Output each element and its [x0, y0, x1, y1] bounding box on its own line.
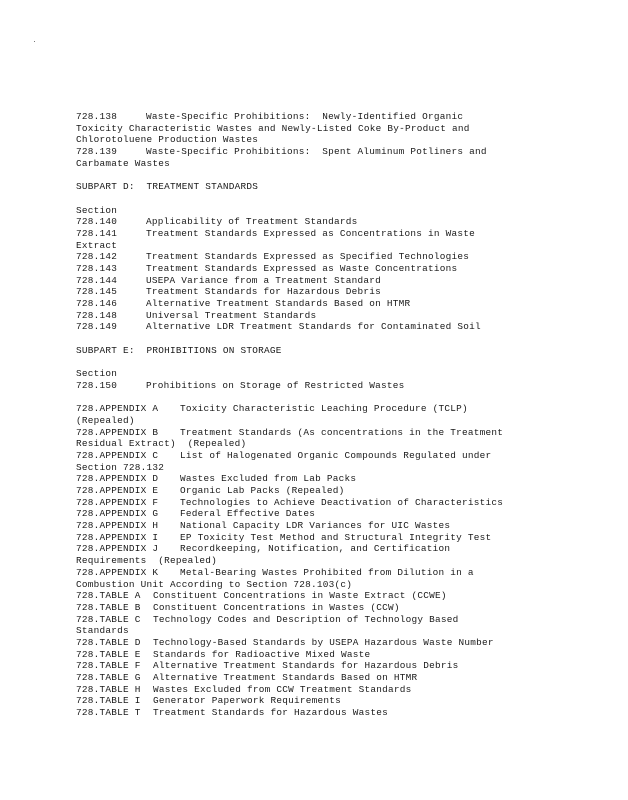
section-entry	[76, 263, 546, 275]
appendix-entry-number: 728.APPENDIX J	[76, 543, 159, 555]
appendix-entry	[76, 520, 546, 532]
table-entry-title: Standards for Radioactive Mixed Waste	[153, 648, 371, 660]
appendix-entry-title-continuation: Residual Extract) (Repealed)	[76, 438, 247, 450]
appendix-entry-title-continuation: (Repealed)	[76, 414, 135, 426]
section-title: Waste-Specific Prohibitions: Spent Aluminum Potliners and	[146, 146, 487, 158]
table-entry-title: Alternative Treatment Standards Based on HTMR	[153, 672, 418, 683]
section-title: Treatment Standards Expressed as Specified Technologies	[146, 251, 470, 263]
table-entry-number: 728.TABLE G	[76, 672, 141, 683]
appendix-entry-number: 728.APPENDIX I	[76, 531, 159, 543]
section-title: Treatment Standards Expressed as Concentrations in Waste	[146, 227, 476, 239]
section-number: 728.140	[76, 216, 118, 228]
section-title-continuation: Extract	[76, 239, 118, 251]
appendix-entry	[76, 427, 546, 439]
appendix-entry-title: Recordkeeping, Notification, and Certification	[180, 543, 451, 555]
table-entry-title: Technology Codes and Description of Technology Based	[153, 613, 459, 625]
table-entry-title: Alternative Treatment Standards for Hazardous Debris	[153, 660, 459, 672]
section-number: 728.142	[76, 251, 118, 263]
appendix-entry-title: Treatment Standards (As concentrations in the Treatment	[180, 426, 504, 438]
section-entry	[76, 380, 546, 392]
appendix-entry-number: 728.APPENDIX H	[76, 520, 159, 532]
appendix-entry-title: Metal-Bearing Wastes Prohibited from Dilution in a	[180, 566, 474, 578]
section-entry	[76, 298, 546, 310]
appendix-entry-number: 728.APPENDIX F	[76, 496, 159, 508]
section-number: 728.149	[76, 321, 118, 333]
appendix-entry-number: 728.APPENDIX G	[76, 508, 159, 520]
section-title: Alternative Treatment Standards Based on HTMR	[146, 298, 411, 309]
section-title: USEPA Variance from a Treatment Standard	[146, 274, 382, 286]
table-entry	[76, 660, 546, 672]
appendix-entry	[76, 543, 546, 555]
document-page	[76, 111, 546, 719]
section-label: Section	[76, 204, 118, 216]
appendix-entry	[76, 450, 546, 462]
table-list	[76, 590, 546, 719]
section-number: 728.144	[76, 274, 118, 286]
appendix-entry-number: 728.APPENDIX C	[76, 449, 159, 461]
table-entry	[76, 649, 546, 661]
scan-speck	[34, 41, 35, 42]
section-title: Universal Treatment Standards	[146, 309, 317, 321]
table-entry-title: Technology-Based Standards by USEPA Hazardous Waste Number	[153, 636, 494, 648]
section-title-continuation: Toxicity Characteristic Wastes and Newly-Listed Coke By-Product and	[76, 122, 470, 134]
appendix-entry-title: Technologies to Achieve Deactivation of Characteristics	[180, 496, 504, 508]
appendix-entry-title-continuation: Requirements (Repealed)	[76, 555, 218, 567]
appendix-entry-number: 728.APPENDIX K	[76, 566, 159, 578]
subpart-d-heading: SUBPART D: TREATMENT STANDARDS	[76, 181, 259, 193]
appendix-entry-title: Organic Lab Packs (Repealed)	[180, 485, 345, 496]
section-number: 728.143	[76, 262, 118, 274]
table-entry	[76, 614, 546, 626]
appendix-entry	[76, 508, 546, 520]
table-entry	[76, 695, 546, 707]
appendix-entry-title-continuation: Section 728.132	[76, 461, 165, 473]
appendix-entry	[76, 532, 546, 544]
table-entry-title: Wastes Excluded from CCW Treatment Standards	[153, 683, 412, 695]
section-entry	[76, 111, 546, 123]
appendix-entry-title: List of Halogenated Organic Compounds Regulated under	[180, 449, 492, 461]
appendix-entry-title: National Capacity LDR Variances for UIC Wastes	[180, 520, 451, 532]
table-entry-title: Constituent Concentrations in Wastes (CCW)	[153, 601, 400, 613]
section-title-continuation: Chlorotoluene Production Wastes	[76, 134, 259, 146]
appendix-list	[76, 403, 546, 590]
section-number: 728.150	[76, 379, 118, 391]
section-number: 728.145	[76, 286, 118, 298]
section-number: 728.148	[76, 309, 118, 321]
table-entry	[76, 672, 546, 684]
table-entry-number: 728.TABLE T	[76, 707, 141, 719]
table-entry	[76, 602, 546, 614]
table-entry	[76, 707, 546, 719]
appendix-entry	[76, 497, 546, 509]
appendix-entry	[76, 403, 546, 415]
section-entry	[76, 321, 546, 333]
section-entry	[76, 251, 546, 263]
section-entry	[76, 228, 546, 240]
section-title: Waste-Specific Prohibitions: Newly-Identified Organic	[146, 111, 464, 122]
table-entry-number: 728.TABLE H	[76, 683, 141, 695]
appendix-entry	[76, 567, 546, 579]
table-entry-title: Treatment Standards for Hazardous Wastes	[153, 707, 389, 719]
section-title: Applicability of Treatment Standards	[146, 216, 358, 228]
section-entry	[76, 216, 546, 228]
appendix-entry-title: Wastes Excluded from Lab Packs	[180, 473, 357, 485]
section-entry	[76, 146, 546, 158]
table-entry	[76, 637, 546, 649]
subpart-e-heading: SUBPART E: PROHIBITIONS ON STORAGE	[76, 344, 282, 356]
appendix-entry-title: Federal Effective Dates	[180, 508, 316, 520]
appendix-entry-title-continuation: Combustion Unit According to Section 728.103(c)	[76, 578, 353, 590]
appendix-entry-title: EP Toxicity Test Method and Structural Integrity Test	[180, 531, 492, 543]
appendix-entry-number: 728.APPENDIX D	[76, 473, 159, 485]
section-title: Prohibitions on Storage of Restricted Wastes	[146, 379, 405, 391]
appendix-entry	[76, 473, 546, 485]
table-entry-number: 728.TABLE D	[76, 636, 141, 648]
section-number: 728.141	[76, 227, 118, 239]
section-number: 728.139	[76, 146, 118, 158]
appendix-entry-title: Toxicity Characteristic Leaching Procedure (TCLP)	[180, 403, 468, 415]
table-entry-title: Constituent Concentrations in Waste Extract (CCWE)	[153, 590, 447, 602]
section-entry	[76, 310, 546, 322]
section-entry	[76, 286, 546, 298]
section-title-continuation: Carbamate Wastes	[76, 157, 171, 169]
section-title: Treatment Standards for Hazardous Debris	[146, 286, 382, 298]
section-number: 728.146	[76, 298, 118, 309]
table-entry-title: Generator Paperwork Requirements	[153, 695, 342, 707]
table-entry-number: 728.TABLE F	[76, 660, 141, 672]
table-entry-title-continuation: Standards	[76, 625, 129, 637]
table-entry-number: 728.TABLE C	[76, 613, 141, 625]
table-entry-number: 728.TABLE A	[76, 590, 141, 602]
appendix-entry	[76, 485, 546, 497]
appendix-entry-number: 728.APPENDIX A	[76, 403, 159, 415]
table-entry	[76, 590, 546, 602]
section-title: Treatment Standards Expressed as Waste Concentrations	[146, 262, 458, 274]
section-number: 728.138	[76, 111, 118, 122]
table-entry-number: 728.TABLE E	[76, 648, 141, 660]
table-entry-number: 728.TABLE I	[76, 695, 141, 707]
appendix-entry-number: 728.APPENDIX B	[76, 426, 159, 438]
table-entry	[76, 684, 546, 696]
section-title: Alternative LDR Treatment Standards for Contaminated Soil	[146, 321, 481, 333]
table-entry-number: 728.TABLE B	[76, 601, 141, 613]
section-label: Section	[76, 368, 118, 380]
appendix-entry-number: 728.APPENDIX E	[76, 485, 159, 496]
section-entry	[76, 275, 546, 287]
